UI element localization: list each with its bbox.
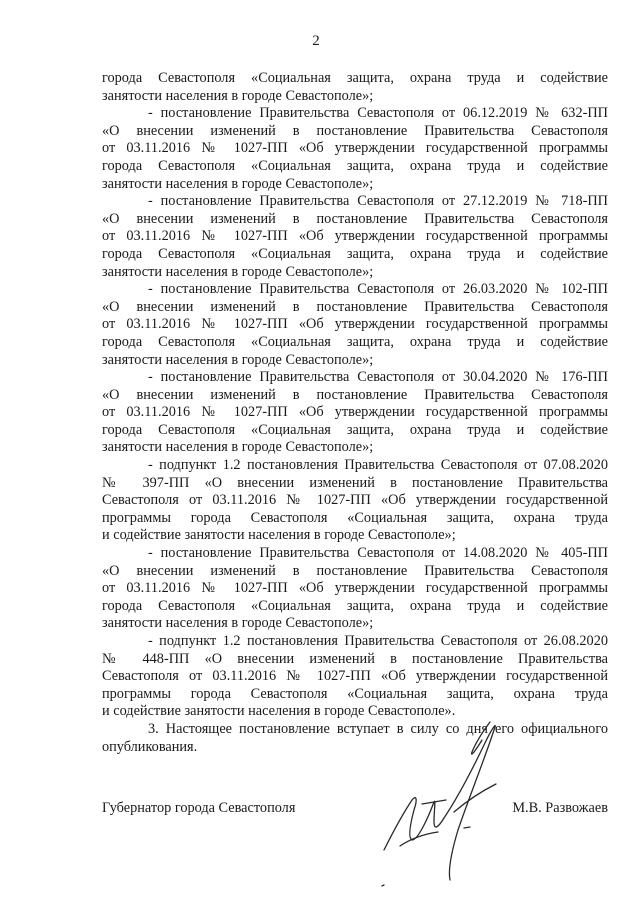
document-body [102,70,608,756]
paragraph [102,721,608,756]
text-line: - подпункт 1.2 постановления Правительства Севастополя от 26.08.2020 [148,633,608,649]
text-line: от 03.11.2016 № 1027-ПП «Об утверждении государственной программы [102,404,608,421]
text-line: занятости населения в городе Севастополе»; [102,87,374,104]
text-line: города Севастополя «Социальная защита, охрана труда и содействие [102,70,608,86]
text-line: «О внесении изменений в постановление Правительства Севастополя [102,122,608,139]
text-line: 3. Настоящее постановление вступает в силу со дня его официального [148,720,608,737]
paragraph [102,369,608,457]
text-line: Севастополя от 03.11.2016 № 1027-ПП «Об утверждении государственной [102,492,608,509]
text-line: - подпункт 1.2 постановления Правительства Севастополя от 07.08.2020 [148,457,608,474]
text-line: «О внесении изменений в постановление Правительства Севастополя [102,386,608,403]
text-line: занятости населения в городе Севастополе»; [102,351,374,368]
text-line: программы города Севастополя «Социальная защита, охрана труда [102,509,608,526]
text-line: опубликования. [102,738,198,755]
text-line: города Севастополя «Социальная защита, охрана труда и содействие [102,333,608,350]
page-number: 2 [312,33,320,49]
text-line: «О внесении изменений в постановление Правительства Севастополя [102,210,608,227]
signatory-title: Губернатор города Севастополя [102,800,296,816]
text-line: - постановление Правительства Севастополя от 30.04.2020 № 176-ПП [148,369,608,386]
paragraph [102,193,608,281]
paragraph [102,70,608,105]
text-line: от 03.11.2016 № 1027-ПП «Об утверждении государственной программы [102,316,608,333]
text-line: № 397-ПП «О внесении изменений в постановление Правительства [102,474,608,491]
text-line: занятости населения в городе Севастополе»; [102,263,374,280]
text-line: от 03.11.2016 № 1027-ПП «Об утверждении государственной программы [102,140,608,157]
paragraph [102,281,608,369]
paragraph [102,105,608,193]
signature-block [102,798,608,820]
paragraph [102,457,608,545]
text-line: - постановление Правительства Севастополя от 27.12.2019 № 718-ПП [148,193,608,210]
text-line: занятости населения в городе Севастополе»; [102,439,374,456]
text-line: от 03.11.2016 № 1027-ПП «Об утверждении государственной программы [102,228,608,245]
text-line: - постановление Правительства Севастополя от 06.12.2019 № 632-ПП [148,105,608,122]
text-line: - постановление Правительства Севастополя от 26.03.2020 № 102-ПП [148,281,608,298]
text-line: «О внесении изменений в постановление Правительства Севастополя [102,562,608,579]
text-line: города Севастополя «Социальная защита, охрана труда и содействие [102,245,608,262]
text-line: Севастополя от 03.11.2016 № 1027-ПП «Об утверждении государственной [102,668,608,685]
text-line: города Севастополя «Социальная защита, охрана труда и содействие [102,597,608,614]
text-line: - постановление Правительства Севастополя от 14.08.2020 № 405-ПП [148,545,608,562]
text-line: города Севастополя «Социальная защита, охрана труда и содействие [102,421,608,438]
paragraph [102,633,608,721]
text-line: занятости населения в городе Севастополе»; [102,615,374,632]
text-line: от 03.11.2016 № 1027-ПП «Об утверждении государственной программы [102,580,608,597]
text-line: «О внесении изменений в постановление Правительства Севастополя [102,298,608,315]
text-line: занятости населения в городе Севастополе»; [102,175,374,192]
text-line: и содействие занятости населения в городе Севастополе». [102,703,456,720]
paragraph [102,545,608,633]
text-line: города Севастополя «Социальная защита, охрана труда и содействие [102,157,608,174]
text-line: № 448-ПП «О внесении изменений в постановление Правительства [102,650,608,667]
text-line: и содействие занятости населения в городе Севастополе»; [102,527,456,544]
text-line: программы города Севастополя «Социальная защита, охрана труда [102,685,608,702]
signatory-name: М.В. Развожаев [512,800,608,816]
